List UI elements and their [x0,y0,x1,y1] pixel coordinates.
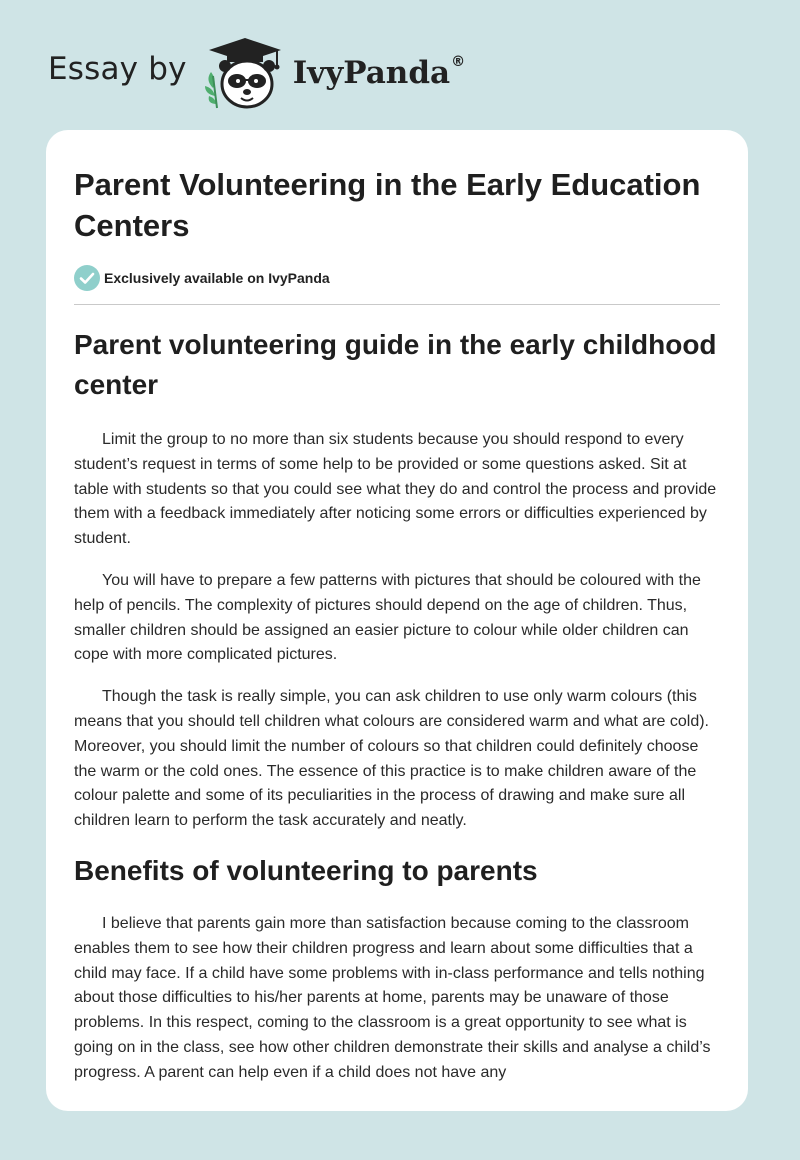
divider [74,304,720,305]
paragraph: I believe that parents gain more than satisfaction because coming to the classroom enables them to see how their children progress and learn about some difficulties that a child may face. If a child have some problems with in-class performance and tells nothing about those difficulties to his/her parents at home, parents may be unaware of those problems. In this respect, coming to the classroom is a great opportunity to see what is going on in the class, see how other children demonstrate their skills and analyse a child’s progress. A parent can help even if a child does not have any [74,914,711,1081]
section-heading: Benefits of volunteering to parents [74,854,538,886]
panda-logo-icon [201,36,289,112]
exclusive-badge [74,264,720,292]
essay-card [46,130,748,1111]
paragraph: You will have to prepare a few patterns with pictures that should be coloured with the help of pencils. The complexity of pictures should depend on the age of children. Thus, smaller children should be assigned an easier picture to colour while older children can cope with more complicated pictures. [74,571,701,664]
paragraph: Though the task is really simple, you can ask children to use only warm colours (this means that you should tell children what colours are considered warm and what are cold). Moreover, you should limit the number of colours so that children could definitely choose the warm or the cold ones. The essence of this practice is to make children aware of the colour palette and some of its peculiarities in the process of drawing and make sure all children learn to perform the task accurately and neatly. [74,688,709,830]
badge-label: Exclusively available on IvyPanda [104,270,330,286]
brand-name: IvyPanda [292,55,451,91]
section-heading: Parent volunteering guide in the early childhood center [74,329,717,400]
brand-header[interactable] [48,36,465,112]
registered-mark: ® [451,54,466,70]
essay-title: Parent Volunteering in the Early Education Centers [74,167,701,243]
paragraph: Limit the group to no more than six students because you should respond to every student’s request in terms of some help to be provided or some questions asked. Sit at table with students so that you could see what they do and control the process and provide them with a feedback immediately after noticing some errors or difficulties experienced by student. [74,431,717,548]
brand-prefix: Essay by [48,51,187,87]
check-circle-icon [74,265,100,291]
